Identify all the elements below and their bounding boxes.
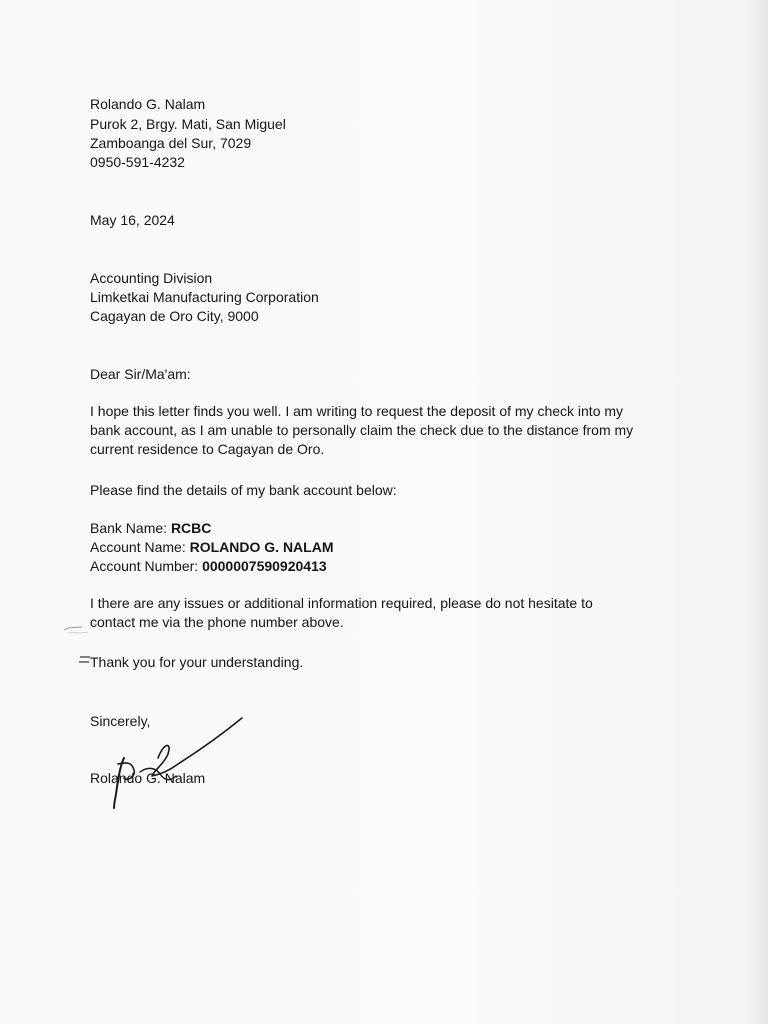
account-name-row (90, 537, 334, 557)
recipient-line3: Cagayan de Oro City, 9000 (90, 308, 259, 324)
closing-p3-line1: I there are any issues or additional information required, please do not hesitate to (90, 595, 593, 611)
recipient-line2: Limketkai Manufacturing Corporation (90, 289, 319, 305)
account-number-value: 0000007590920413 (202, 558, 327, 574)
bank-name-row (90, 518, 211, 538)
closing-sincerely: Sincerely, (90, 713, 151, 729)
account-number-label: Account Number: (90, 558, 203, 574)
sender-phone: 0950-591-4232 (90, 154, 185, 170)
body-p1-line2: bank account, as I am unable to personally claim the check due to the distance from my (90, 422, 634, 438)
closing-thanks: Thank you for your understanding. (90, 654, 304, 670)
scan-smudge-mark (62, 618, 110, 636)
body-p1-line3: current residence to Cagayan de Oro. (90, 441, 325, 457)
account-name-label: Account Name: (90, 539, 190, 555)
handwritten-signature (100, 712, 250, 812)
body-p2: Please find the details of my bank account below: (90, 482, 397, 498)
sender-name: Rolando G. Nalam (90, 96, 206, 112)
sender-address-line2: Zamboanga del Sur, 7029 (90, 135, 252, 151)
bank-name-value: RCBC (170, 520, 212, 536)
body-p1-line1: I hope this letter finds you well. I am writing to request the deposit of my check into my (90, 403, 624, 419)
signature-name: Rolando G. Nalam (90, 770, 206, 786)
account-name-value: ROLANDO G. NALAM (189, 539, 334, 555)
letter-date: May 16, 2024 (90, 212, 175, 228)
sender-address-line1: Purok 2, Brgy. Mati, San Miguel (90, 116, 286, 132)
salutation: Dear Sir/Ma'am: (90, 366, 191, 382)
account-number-row (90, 556, 327, 576)
scan-dash-mark (78, 654, 92, 666)
scan-edge-shadow (746, 0, 768, 1024)
bank-name-label: Bank Name: (90, 520, 171, 536)
recipient-line1: Accounting Division (90, 270, 213, 286)
closing-p3-line2: contact me via the phone number above. (90, 614, 344, 630)
